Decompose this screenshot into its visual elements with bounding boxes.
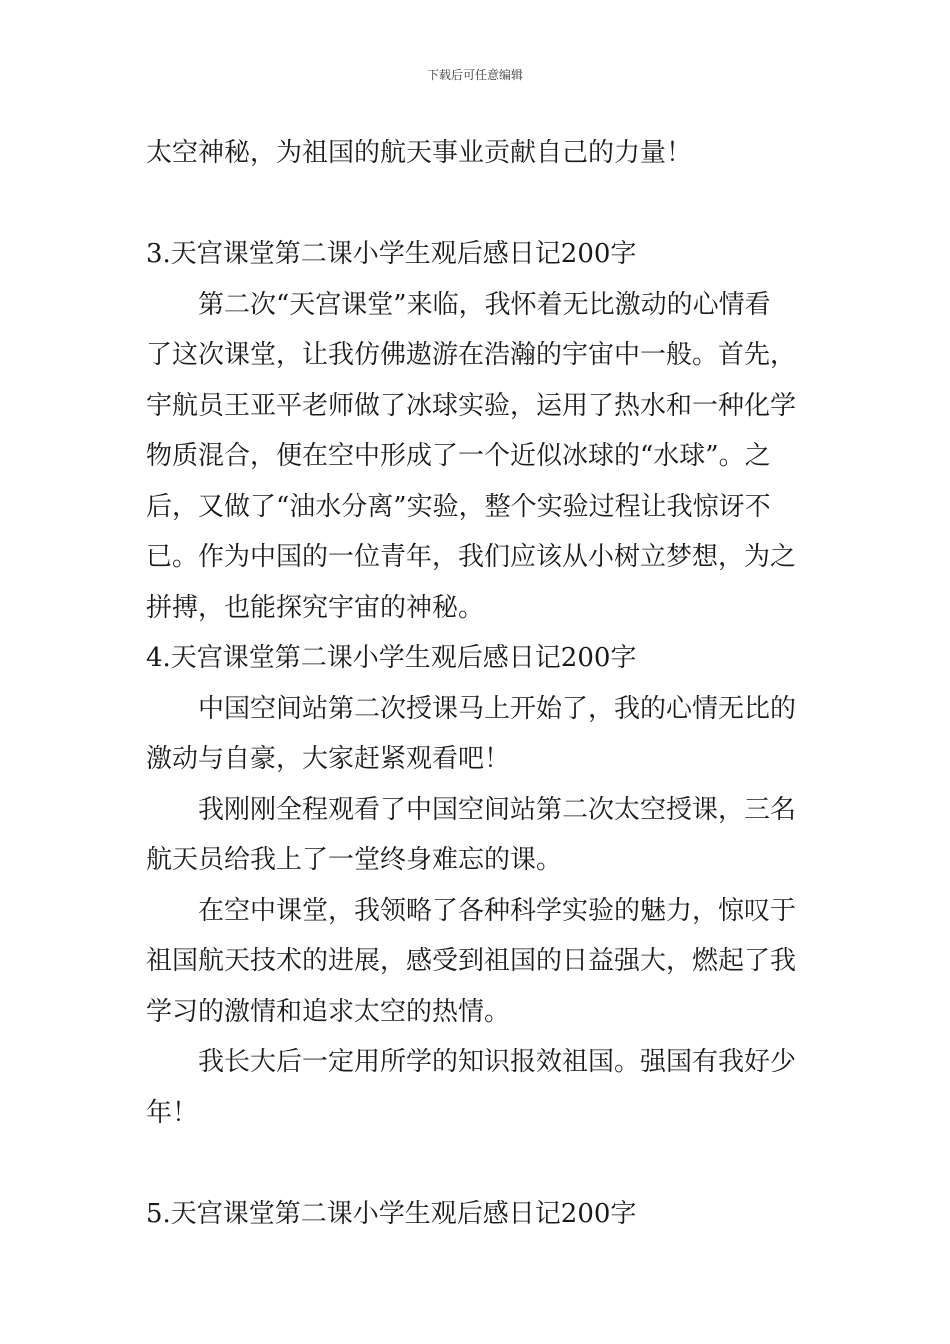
- paragraph-line: 了这次课堂，让我仿佛遨游在浩瀚的宇宙中一般。首先，: [146, 340, 797, 370]
- paragraph-line: 激动与自豪，大家赶紧观看吧！: [146, 744, 511, 774]
- section-heading-4: 4.天宫课堂第二课小学生观后感日记200字: [146, 643, 637, 673]
- paragraph-line: 我长大后一定用所学的知识报效祖国。强国有我好少: [198, 1047, 797, 1077]
- paragraph-line: 我刚刚全程观看了中国空间站第二次太空授课，三名: [198, 794, 797, 825]
- paragraph-line: 物质混合，便在空中形成了一个近似冰球的“水球”。之: [146, 441, 771, 471]
- paragraph-line: 第二次“天宫课堂”来临，我怀着无比激动的心情看: [198, 289, 771, 320]
- section-heading-3: 3.天宫课堂第二课小学生观后感日记200字: [146, 239, 637, 269]
- paragraph-line: 拼搏，也能探究宇宙的神秘。: [146, 592, 485, 623]
- paragraph-line: 已。作为中国的一位青年，我们应该从小树立梦想，为之: [146, 542, 797, 572]
- paragraph-line: 年！: [146, 1097, 199, 1128]
- paragraph-line: 后，又做了“油水分离”实验，整个实验过程让我惊讶不: [146, 491, 771, 522]
- paragraph-line: 学习的激情和追求太空的热情。: [146, 996, 511, 1027]
- paragraph-line: 中国空间站第二次授课马上开始了，我的心情无比的: [198, 693, 797, 724]
- blank-line: [146, 179, 806, 230]
- paragraph-line: 太空神秘，为祖国的航天事业贡献自己的力量！: [146, 138, 693, 168]
- page-header-note: 下载后可任意编辑: [426, 68, 523, 82]
- document-body: [146, 128, 806, 1239]
- section-heading-5: 5.天宫课堂第二课小学生观后感日记200字: [146, 1198, 637, 1229]
- paragraph-line: 宇航员王亚平老师做了冰球实验，运用了热水和一种化学: [146, 390, 797, 421]
- blank-line: [146, 1138, 806, 1189]
- paragraph-line: 祖国航天技术的进展，感受到祖国的日益强大，燃起了我: [146, 946, 797, 976]
- paragraph-line: 在空中课堂，我领略了各种科学实验的魅力，惊叹于: [198, 895, 797, 926]
- paragraph-line: 航天员给我上了一堂终身难忘的课。: [146, 845, 563, 875]
